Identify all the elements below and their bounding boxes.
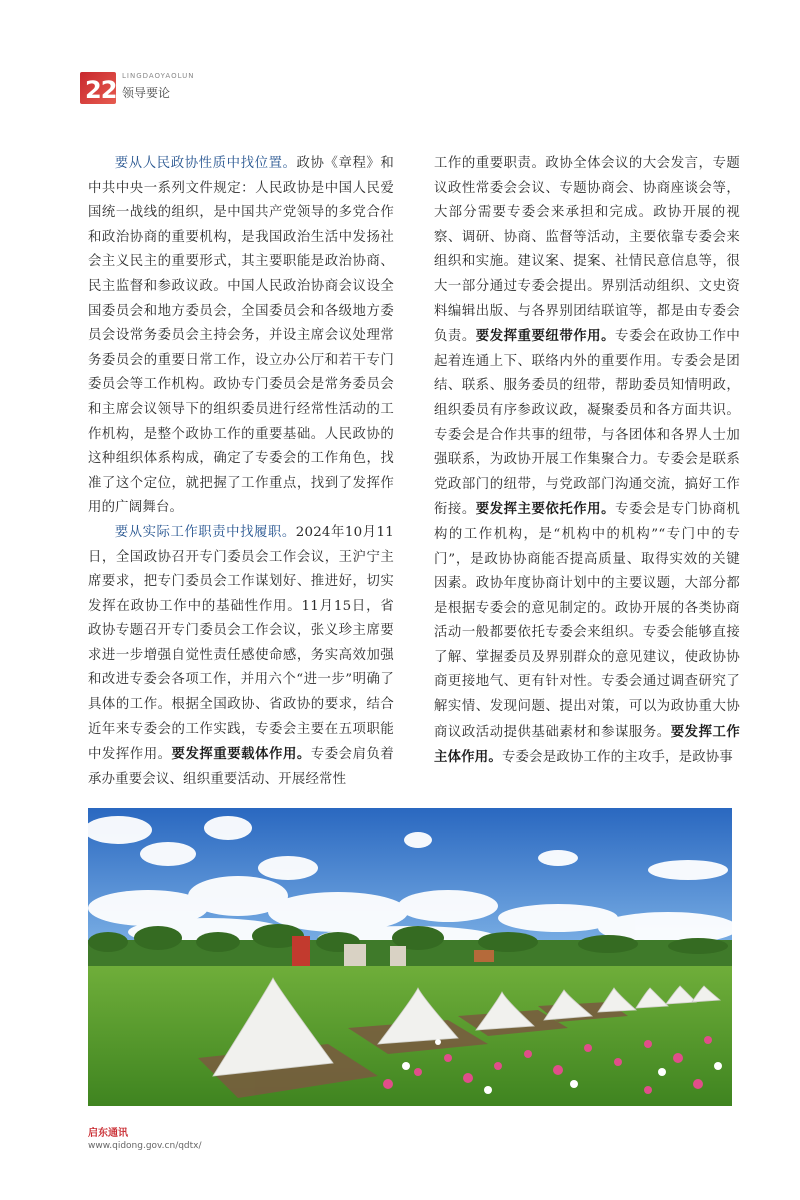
- highlight-phrase: 要发挥重要纽带作用。: [475, 328, 616, 345]
- paragraph-text: 专委会肩负着承办重要会议、组织重要活动、开展经常性: [88, 747, 395, 787]
- paragraph-text: 2024年10月11日，全国政协召开专门委员会工作会议，王沪宁主席要求，把专门委员会工作谋划好、推进好，切实发挥在政协工作中的基础性作用。11月15日，省政协专题召开专门委员会工作会议，张义珍主席要求进一步增强自觉性责任感使命感，务实高效加强和改进专委会各项工作，并用六个“进一步”明确了具体的工作。根据全国政协、省政协的要求，结合近年来专委会的工作实践，专委会主要在五项职能中发挥作用。: [88, 524, 394, 763]
- paragraph-lead: 要从人民政协性质中找位置。: [114, 156, 297, 171]
- highlight-phrase: 要发挥重要载体作用。: [171, 746, 311, 763]
- paragraph: [88, 152, 394, 521]
- left-column: [88, 152, 394, 792]
- campsite-photo: [88, 808, 732, 1106]
- right-column: [434, 152, 740, 792]
- footer-brand: 启东通讯: [88, 1128, 128, 1139]
- paragraph-text: 专委会是专门协商机构的工作机构，是“机构中的机构”“专门中的专门”，是政协协商能否提高质量、取得实效的关键因素。政协年度协商计划中的主要议题，大部分都是根据专委会的意见制定的。政协开展的各类协商活动一般都要依托专委会来组织。专委会能够直接了解、掌握委员及界别群众的意见建议，使政协协商更接地气、更有针对性。专委会通过调查研究了解实情、发现问题、提出对策，可以为政协重大协商议政活动提供基础素材和参谋服务。: [434, 502, 740, 740]
- section-pinyin: LINGDAOYAOLUN: [122, 72, 195, 80]
- highlight-phrase: 要发挥工作主体作用。: [434, 723, 741, 766]
- paragraph-lead: 要从实际工作职责中找履职。: [114, 524, 296, 540]
- section-title: 领导要论: [122, 86, 171, 100]
- paragraph-text: 专委会是政协工作的主攻手，是政协事: [501, 750, 733, 766]
- page-footer: [88, 1124, 202, 1151]
- footer-url: www.qidong.gov.cn/qdtx/: [88, 1141, 202, 1151]
- highlight-phrase: 要发挥主要依托作用。: [475, 501, 616, 518]
- paragraph: [434, 152, 740, 771]
- paragraph-text: 政协《章程》和中共中央一系列文件规定：人民政协是中国人民爱国统一战线的组织，是中国共产党领导的多党合作和政治协商的重要机构，是我国政治生活中发扬社会主义民主的重要形式，其主要职能是政治协商、民主监督和参政议政。中国人民政治协商会议设全国委员会和地方委员会，全国委员会和各级地方委员会设常务委员会主持会务，并设主席会议处理常务委员会的重要日常工作，设立办公厅和若干专门委员会等工作机构。政协专门委员会是常务委员会和主席会议领导下的组织委员进行经常性活动的工作机构，是整个政协工作的重要基础。人民政协的这种组织体系构成，确定了专委会的工作角色，找准了这个定位，就把握了工作重点，找到了发挥作用的广阔舞台。: [88, 156, 394, 516]
- paragraph-text: 专委会在政协工作中起着连通上下、联络内外的重要作用。专委会是团结、联系、服务委员的纽带，帮助委员知情明政，组织委员有序参政议政，凝聚委员和各方面共识。专委会是合作共事的纽带，与各团体和各界人士加强联系，为政协开展工作集聚合力。专委会是联系党政部门的纽带，与党政部门沟通交流，搞好工作衔接。: [434, 329, 740, 518]
- campsite-photo-illustration: [88, 808, 732, 1106]
- article-body: [88, 152, 740, 792]
- page-number: 22: [85, 76, 117, 104]
- paragraph-text: 工作的重要职责。政协全体会议的大会发言，专题议政性常委会会议、专题协商会、协商座谈会等，大部分需要专委会来承担和完成。政协开展的视察、调研、协商、监督等活动，主要依靠专委会来组织和实施。建议案、提案、社情民意信息等，很大一部分通过专委会提出。界别活动组织、文史资料编辑出版、与各界别团结联谊等，都是由专委会负责。: [434, 156, 740, 345]
- paragraph: [88, 521, 394, 793]
- page-header: [70, 68, 370, 108]
